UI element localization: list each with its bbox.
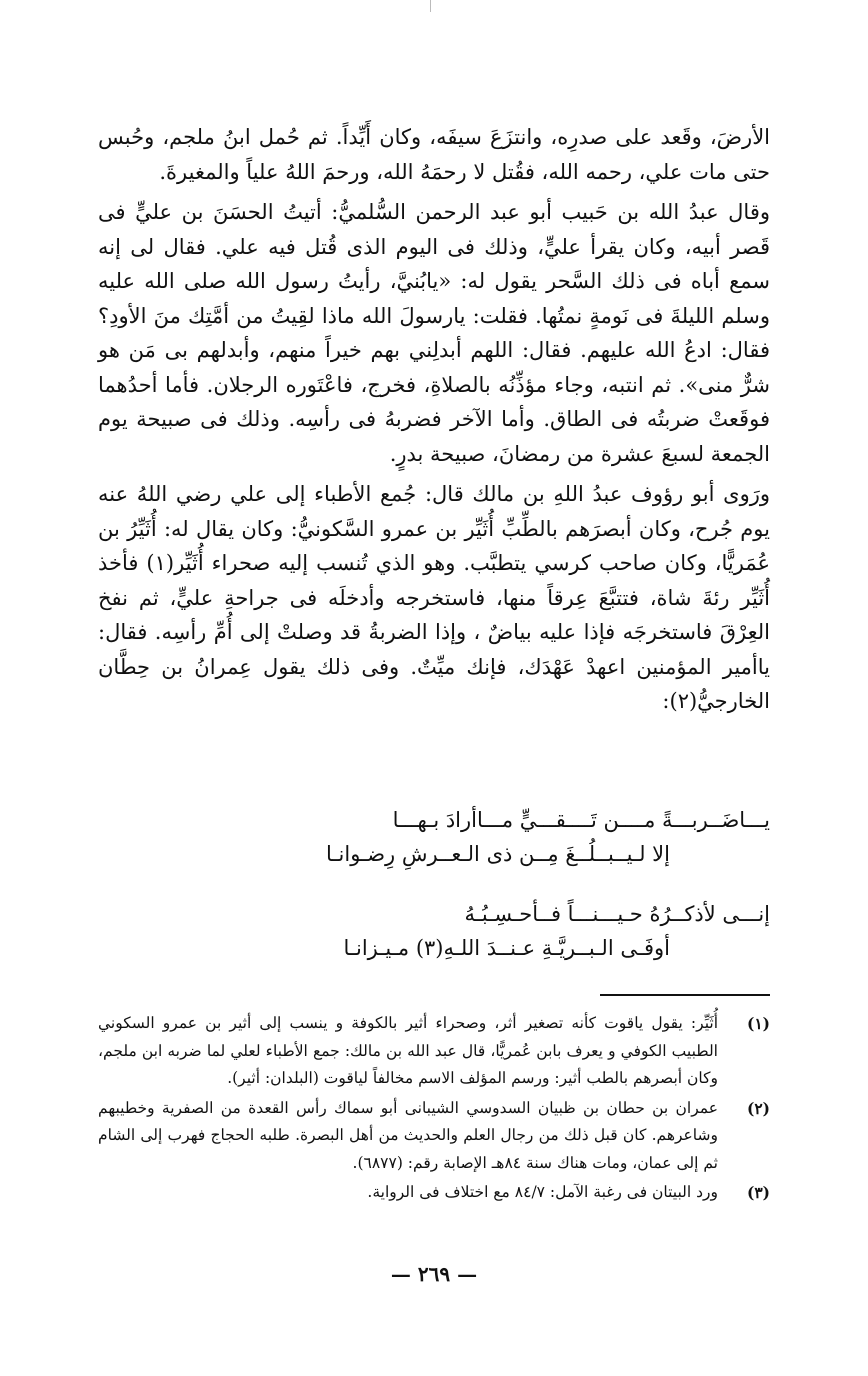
footnote-number: (٣) (746, 1183, 770, 1202)
poem-stanza (98, 897, 770, 965)
footnote-text: عمران بن حطان بن ظبيان السدوسي الشيبانى أبو سماك رأس القعدة من الصفرية وخطيبهم وشاعرهم. كان قبل ذلك من رجال العلم والحديث من أهل البصرة. طلبه الحجاج فهرب إلى الشام ثم إلى عمان، ومات هناك سنة ٨٤هـ الإصابة رقم: (٦٨٧٧). (98, 1098, 718, 1172)
footnote (98, 1010, 770, 1093)
footnote (98, 1095, 770, 1178)
verse-second-hemistich: إلا لـيــبــلُــغَ مِــن ذى الـعــرشِ رِضـوانـا (325, 842, 670, 866)
poem (98, 803, 770, 965)
page-edge-mark (430, 0, 431, 12)
verse-first-hemistich: يـــاضَــربـــةً مــــن تَــــقـــيٍّ مـــاأرادَ بـهـــا (392, 808, 770, 832)
footnotes (98, 1010, 770, 1209)
footnote-number: (٢) (746, 1098, 770, 1118)
footnote-text: أُثَيِّر: يقول ياقوت كأنه تصغير أثر، وصحراء أثير بالكوفة و ينسب إلى أثير بن عمرو السكوني الطبيب الكوفي و يعرف بابن عُمريًّا، قال عبد الله بن مالك: جمع الأطباء لعلي لما ضربه ابن ملجم، وكان أبصرهم بالطب أثير: ورسم المؤلف الاسم مخالفاً لياقوت (البلدان: أثير). (98, 1014, 718, 1087)
footnote (98, 1179, 770, 1207)
poem-stanza (98, 803, 770, 871)
footnote-number: (١) (746, 1014, 770, 1033)
verse-first-hemistich: إنـــى لأذكــرُهُ حـيـــنـــاً فــأحـسِـبُـهُ (464, 902, 770, 926)
page-number: — ٢٦٩ — (390, 1262, 478, 1286)
paragraph: ورَوى أبو رؤوف عبدُ اللهِ بن مالك قال: جُمع الأطباء إلى علي رضي اللهُ عنه يوم جُرح، وكان أبصرَهم بالطِّبِّ أُثَيِّر بن عمرو السَّكونيُّ: وكان يقال له: أُثَيِّرُ بن عُمَريًّا، وكان صاحب كرسي يتطبَّب. وهو الذي تُنسب إليه صحراء أُثَيِّر(١) فأخذ أُثَيِّر رئةَ شاة، فتتبَّعَ عِرقاً منها، فاستخرجه وأدخلَه فى جراحةِ عليٍّ، ثم نفخ العِرْقَ فاستخرجَه فإذا عليه بياضٌ ، وإذا الضربةُ قد وصلتْ إلى أُمِّ رأسِه. فقال: ياأمير المؤمنين اعهدْ عَهْدَك، فإنك ميِّتٌ. وفى ذلك يقول عِمرانُ بن حِطَّان الخارجيُّ(٢): (98, 482, 770, 713)
footnote-divider (600, 994, 770, 996)
paragraph: وقال عبدُ الله بن حَبيب أبو عبد الرحمن السُّلميُّ: أتيتُ الحسَنَ بن عليٍّ فى قَصر أبيه، وكان يقرأ عليٍّ، وذلك فى اليوم الذى قُتل فيه علي. فقال لى إنه سمع أباه فى ذلك السَّحر يقول له: «يابُنيَّ، رأيتُ رسول الله صلى الله عليه وسلم الليلةَ فى نَومةٍ نمتُها. فقلت: يارسولَ الله ماذا لقِيتُ من أمَّتِك منَ الأودِ؟ فقال: ادعُ الله عليهم. فقال: اللهم أبدلِني بهم خيراً منهم، وأبدلهم بى مَن هو شرٌّ منى». ثم انتبه، وجاء مؤذِّنُه بالصلاةِ، فخرج، فاعْتَوره الرجلان. فأما أحدُهما فوقَعتْ ضربتُه فى الطاق. وأما الآخر فضربهُ فى رأسِه. وذلك فى صبيحة يوم الجمعة لسبعَ عشرة من رمضانَ، صبيحة بدرٍ. (98, 200, 770, 466)
main-text (98, 120, 770, 719)
verse-second-hemistich: أوفَـى الـبــريَّـةِ عـنــدَ اللـهِ(٣) مـيـزانـا (343, 936, 670, 960)
paragraph: الأرضَ، وقَعد على صدرِه، وانتزَعَ سيفَه، وكان أَيِّداً. ثم حُمل ابنُ ملجم، وحُبس حتى مات علي، رحمه الله، فقُتل لا رحمَهُ الله، ورحمَ اللهُ علياً والمغيرةَ. (98, 125, 770, 184)
footnote-text: ورد البيتان فى رغبة الآمل: ٨٤/٧ مع اختلاف فى الرواية. (367, 1183, 718, 1201)
